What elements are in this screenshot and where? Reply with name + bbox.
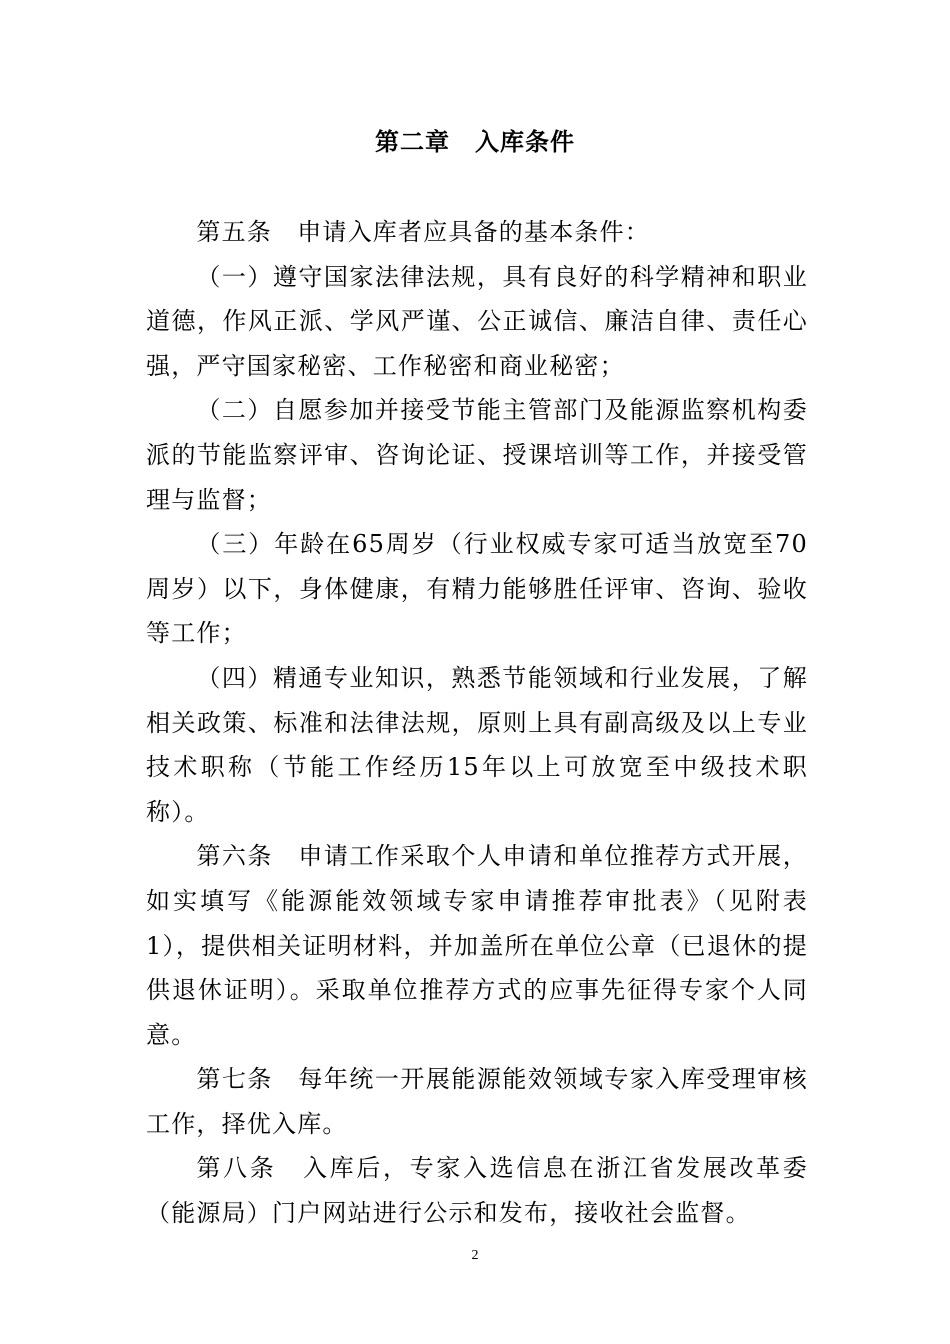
article-label: 第七条	[196, 1065, 299, 1094]
paragraph-text: （一）遵守国家法律法规，具有良好的科学精神和职业道德，作风正派、学风严谨、公正诚信、廉洁自律、责任心强，严守国家秘密、工作秘密和商业秘密；	[146, 262, 808, 380]
paragraph-text: 申请工作采取个人申请和单位推荐方式开展，如实填写《能源能效领域专家申请推荐审批表》（见附表1），提供相关证明材料，并加盖所在单位公章（已退休的提供退休证明）。采取单位推荐方式的应事先征得专家个人同意。	[146, 842, 808, 1049]
paragraph-text: （三）年龄在65周岁（行业权威专家可适当放宽至70周岁）以下，身体健康，有精力能够胜任评审、咨询、验收等工作；	[146, 530, 808, 648]
condition-3-paragraph	[146, 522, 808, 656]
condition-1-paragraph	[146, 255, 808, 389]
chapter-title: 第二章 入库条件	[375, 128, 575, 156]
article-label: 第六条	[196, 842, 299, 871]
paragraph-text: （四）精通专业知识，熟悉节能领域和行业发展，了解相关政策、标准和法律法规，原则上具有副高级及以上专业技术职称（节能工作经历15年以上可放宽至中级技术职称）。	[146, 663, 808, 826]
article-5-paragraph	[146, 210, 808, 255]
paragraph-text: 申请入库者应具备的基本条件：	[297, 218, 651, 246]
article-label: 第五条	[196, 218, 298, 246]
paragraph-text: （二）自愿参加并接受节能主管部门及能源监察机构委派的节能监察评审、咨询论证、授课培训等工作，并接受管理与监督；	[146, 396, 808, 514]
condition-2-paragraph	[146, 388, 808, 522]
paragraph-text: 入库后，专家入选信息在浙江省发展改革委（能源局）门户网站进行公示和发布，接收社会监督。	[146, 1154, 808, 1228]
article-label: 第八条	[196, 1154, 304, 1183]
article-6-paragraph	[146, 834, 808, 1057]
condition-4-paragraph	[146, 656, 808, 834]
page-number: 2	[471, 1248, 479, 1263]
article-8-paragraph	[146, 1146, 808, 1235]
document-body	[146, 210, 808, 1236]
article-7-paragraph	[146, 1057, 808, 1146]
paragraph-text: 每年统一开展能源能效领域专家入库受理审核工作，择优入库。	[146, 1065, 808, 1138]
